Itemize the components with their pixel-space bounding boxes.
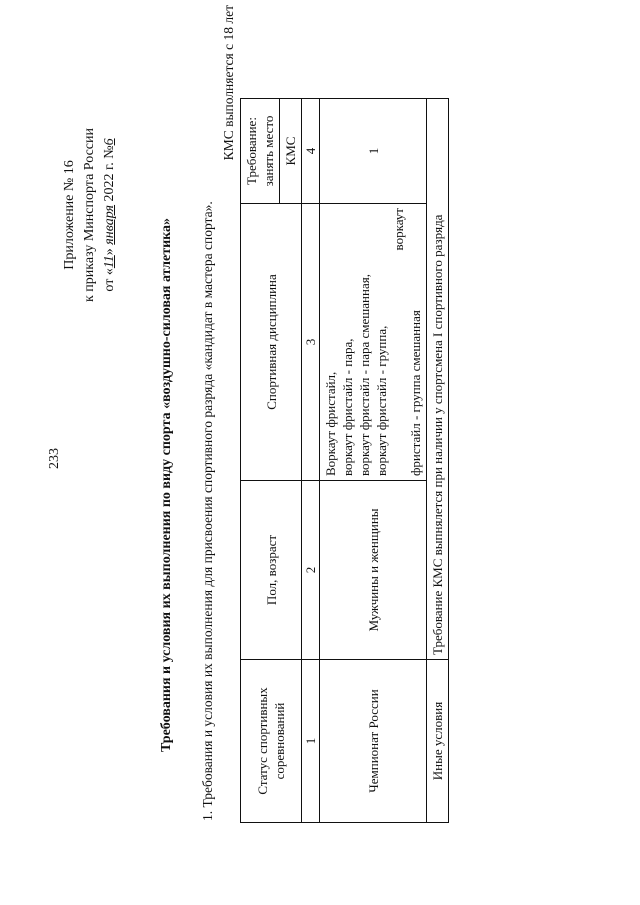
- row-place: 1: [320, 99, 427, 204]
- header-kms: КМС: [280, 99, 302, 204]
- column-number: 3: [302, 204, 320, 481]
- header-discipline: Спортивная дисциплина: [241, 204, 302, 481]
- age-note: КМС выполняется с 18 лет: [221, 5, 236, 161]
- column-number: 1: [302, 660, 320, 823]
- other-conditions-label: Иные условия: [427, 660, 449, 823]
- date-day: 11: [102, 255, 117, 269]
- date-year: 2022: [102, 173, 117, 202]
- discipline-item: фристайл - группа смешанная: [408, 310, 423, 476]
- discipline-item: воркаут фристайл - группа,: [374, 325, 389, 476]
- appendix-line1: Приложение № 16: [62, 160, 77, 270]
- discipline-item: воркаут фристайл - пара,: [340, 338, 355, 476]
- column-number: 4: [302, 99, 320, 204]
- header-status: Статус спортивных соревнований: [241, 660, 302, 823]
- section-subtitle: 1. Требования и условия их выполнения для присвоения спортивного разряда «кандидат в мастера спорта».: [200, 201, 215, 821]
- date-suffix: г. №: [102, 145, 117, 170]
- table-row-other: [427, 99, 449, 823]
- discipline-item: воркаут: [391, 208, 406, 251]
- other-conditions-text: Требование КМС выпнялется при наличии у спортсмена I спортивного разряда: [427, 99, 449, 660]
- table-number-row: [302, 99, 320, 823]
- date-mid: »: [102, 248, 117, 256]
- order-number: 6: [102, 138, 117, 146]
- table-row: [320, 99, 427, 823]
- header-gender-age: Пол, возраст: [241, 481, 302, 660]
- row-gender: Мужчины и женщины: [320, 481, 427, 660]
- appendix-date: [100, 65, 120, 365]
- discipline-item: Воркаут фристайл,: [323, 371, 338, 476]
- page-number: 233: [47, 448, 62, 469]
- table-header-row: [241, 99, 280, 823]
- header-requirement: Требование: занять место: [241, 99, 280, 204]
- discipline-item: воркаут фристайл - пара смешанная,: [357, 274, 372, 476]
- document-title: Требования и условия их выполнения по виду спорта «воздушно-силовая атлетика»: [159, 218, 174, 753]
- row-disciplines: [320, 204, 427, 481]
- date-prefix: от «: [102, 268, 117, 292]
- date-month: января: [102, 204, 117, 245]
- appendix-line2: к приказу Минспорта России: [82, 128, 97, 302]
- row-status: Чемпионат России: [320, 660, 427, 823]
- appendix-block: [60, 65, 120, 365]
- column-number: 2: [302, 481, 320, 660]
- requirements-table: [240, 98, 449, 823]
